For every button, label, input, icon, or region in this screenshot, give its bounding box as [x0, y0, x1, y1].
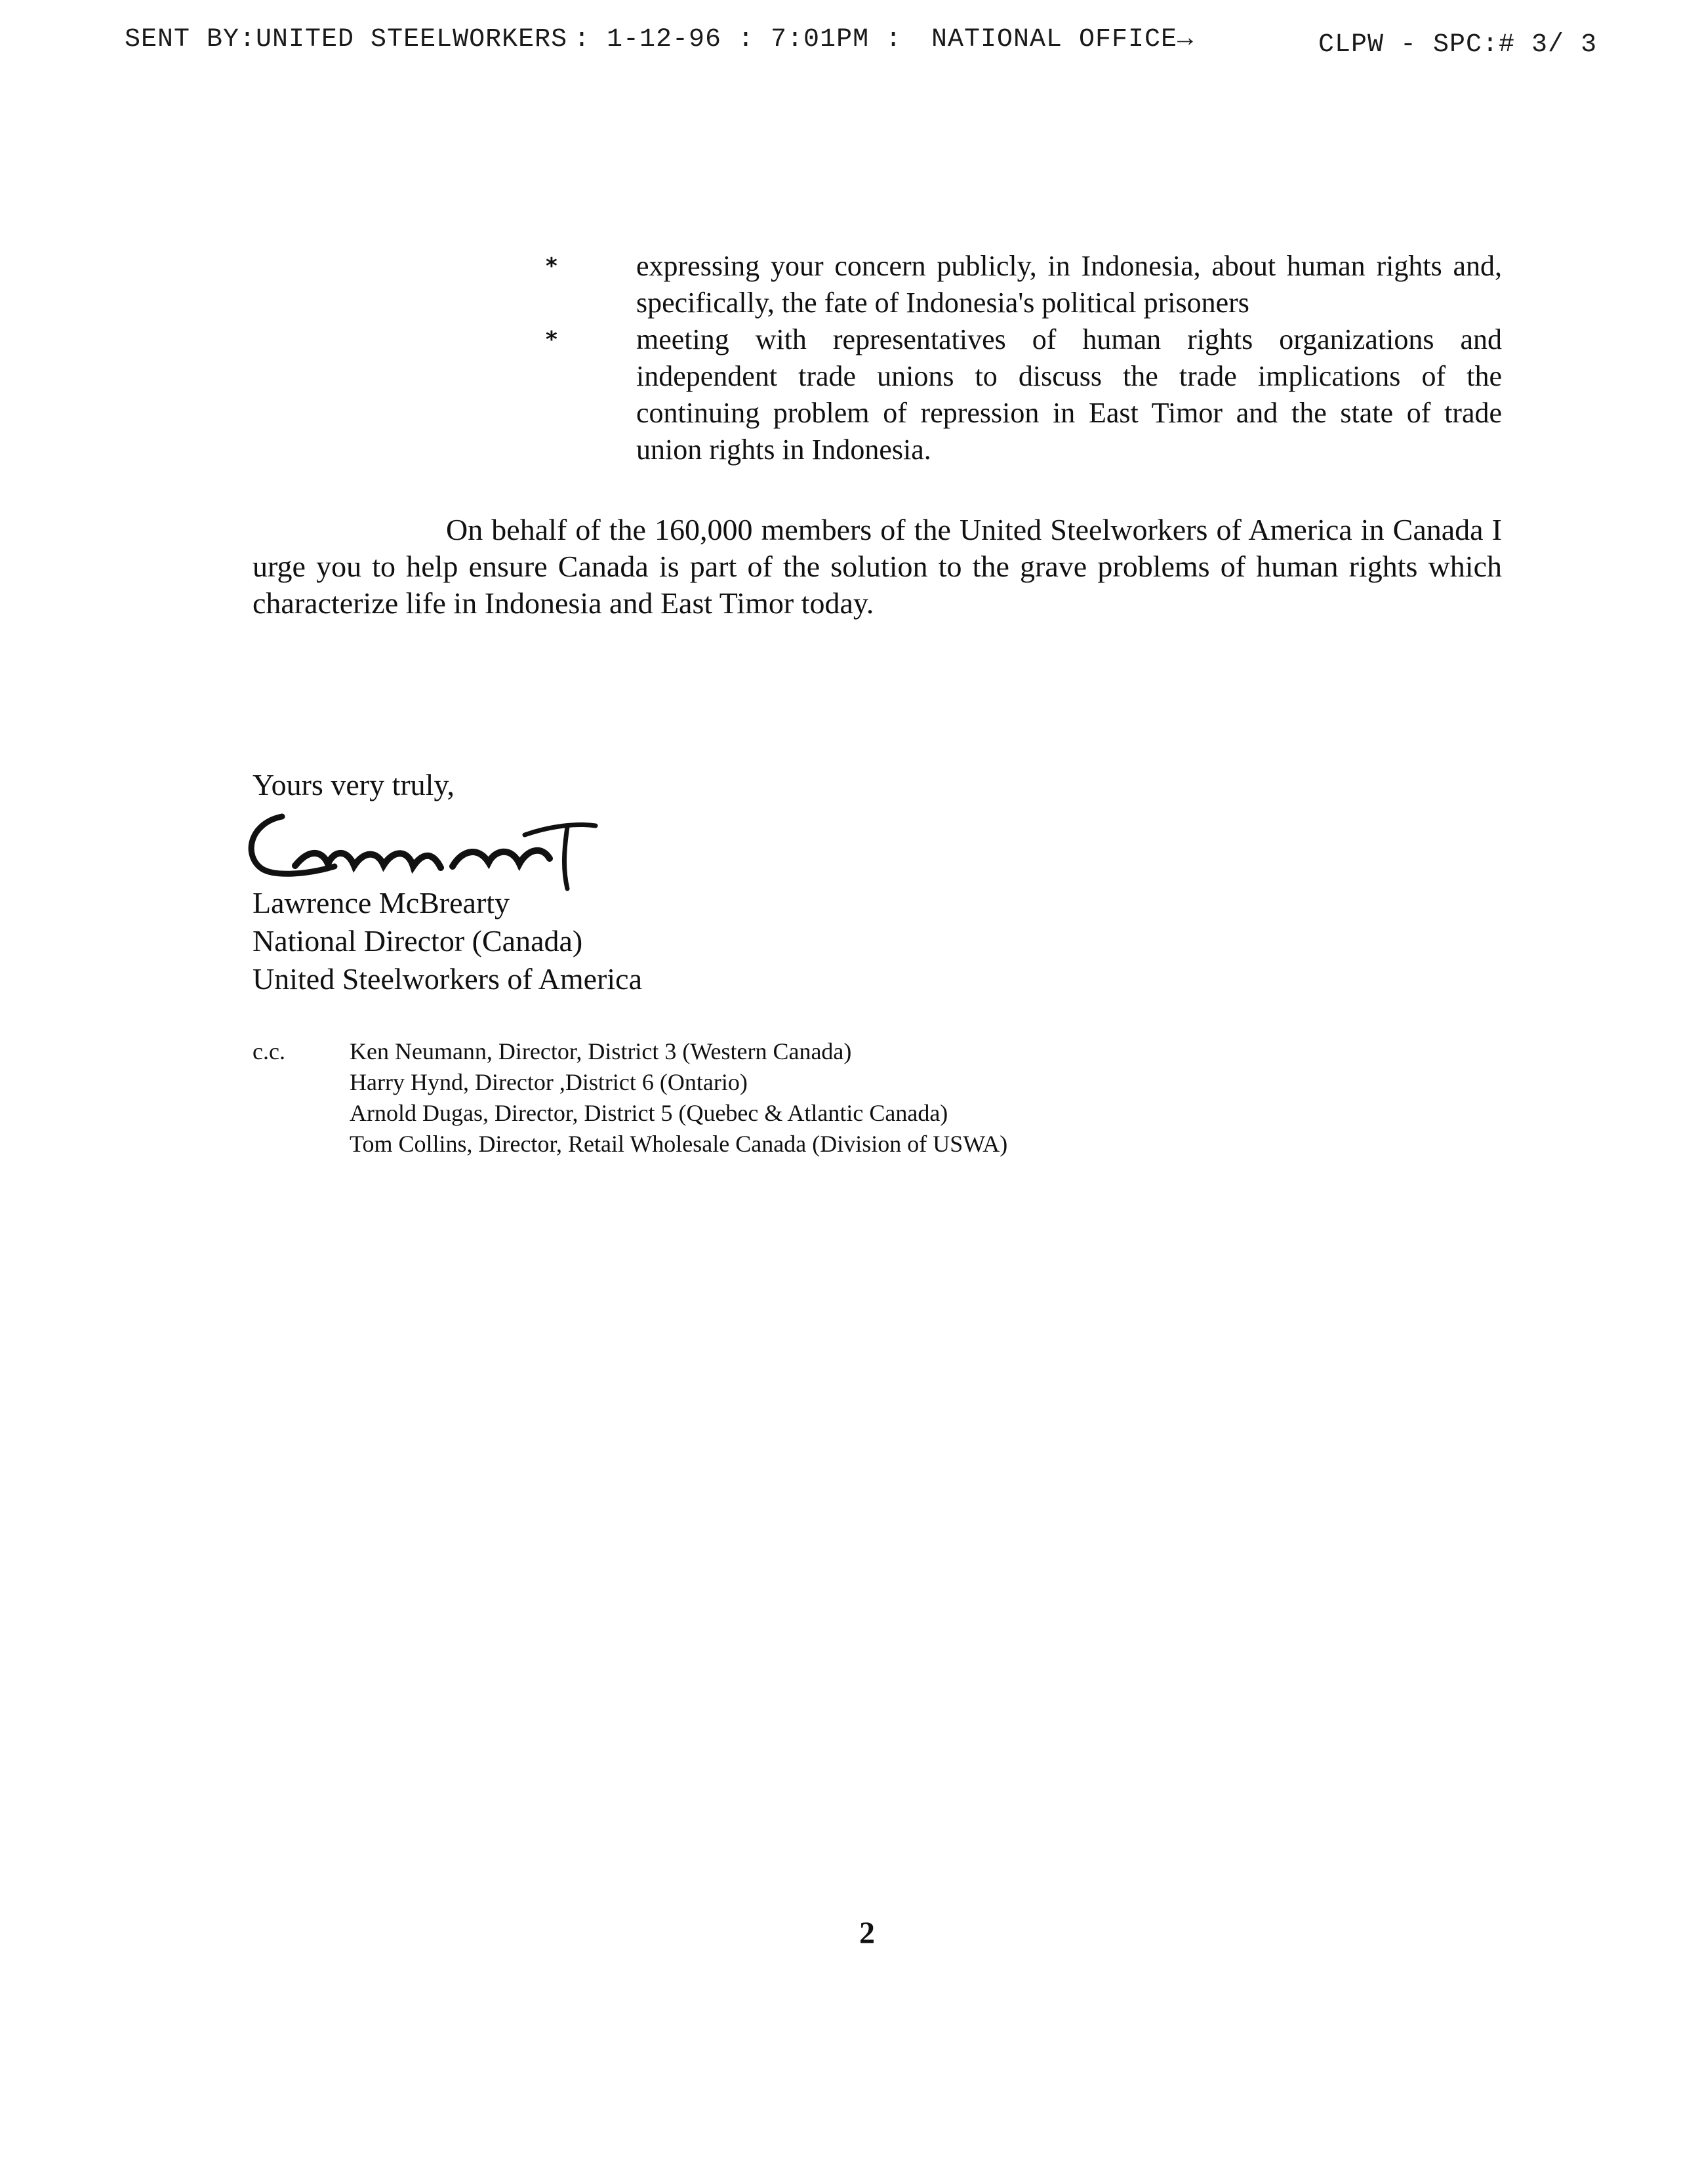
cc-recipient: Harry Hynd, Director ,District 6 (Ontario)	[350, 1069, 748, 1095]
cc-recipient: Tom Collins, Director, Retail Wholesale Canada (Division of USWA)	[350, 1131, 1008, 1157]
asterisk-bullet-icon: *	[546, 327, 557, 353]
bullet-text: meeting with representatives of human rights organizations and independent trade unions to discuss the trade implications of the continuing problem of repression in East Timor and the state of trade union rights in Indonesia.	[636, 323, 1502, 466]
fax-header-datetime: : 1-12-96 : 7:01PM :	[574, 25, 902, 54]
signer-block	[253, 884, 642, 998]
action-bullet-list	[538, 248, 1502, 468]
bullet-text: expressing your concern publicly, in Indonesia, about human rights and, specifically, the fate of Indonesia's political prisoners	[636, 250, 1502, 319]
list-item	[538, 248, 1502, 321]
signer-organization: United Steelworkers of America	[253, 962, 642, 996]
cc-recipient-list	[350, 1036, 1007, 1160]
asterisk-bullet-icon: *	[546, 253, 557, 279]
signer-title: National Director (Canada)	[253, 924, 583, 958]
cc-recipient: Ken Neumann, Director, District 3 (Western Canada)	[350, 1038, 852, 1064]
cc-recipient: Arnold Dugas, Director, District 5 (Quebec & Atlantic Canada)	[350, 1100, 948, 1126]
fax-header	[125, 25, 1607, 64]
fax-header-office: NATIONAL OFFICE→	[931, 25, 1194, 54]
valediction: Yours very truly,	[253, 768, 455, 801]
closing-paragraph: On behalf of the 160,000 members of the United Steelworkers of America in Canada I urge you to help ensure Canada is part of the solution to the grave problems of human rights which characterize life in Indonesia and East Timor today.	[253, 513, 1502, 620]
page-number: 2	[859, 1916, 875, 1951]
fax-header-page-count: CLPW - SPC:# 3/ 3	[1318, 30, 1598, 60]
signer-name: Lawrence McBrearty	[253, 886, 510, 920]
fax-header-sender: SENT BY:UNITED STEELWORKERS	[125, 25, 568, 54]
handwritten-signature	[236, 803, 603, 895]
list-item	[538, 321, 1502, 468]
cc-block	[253, 1036, 1007, 1160]
cc-label: c.c.	[253, 1038, 285, 1064]
